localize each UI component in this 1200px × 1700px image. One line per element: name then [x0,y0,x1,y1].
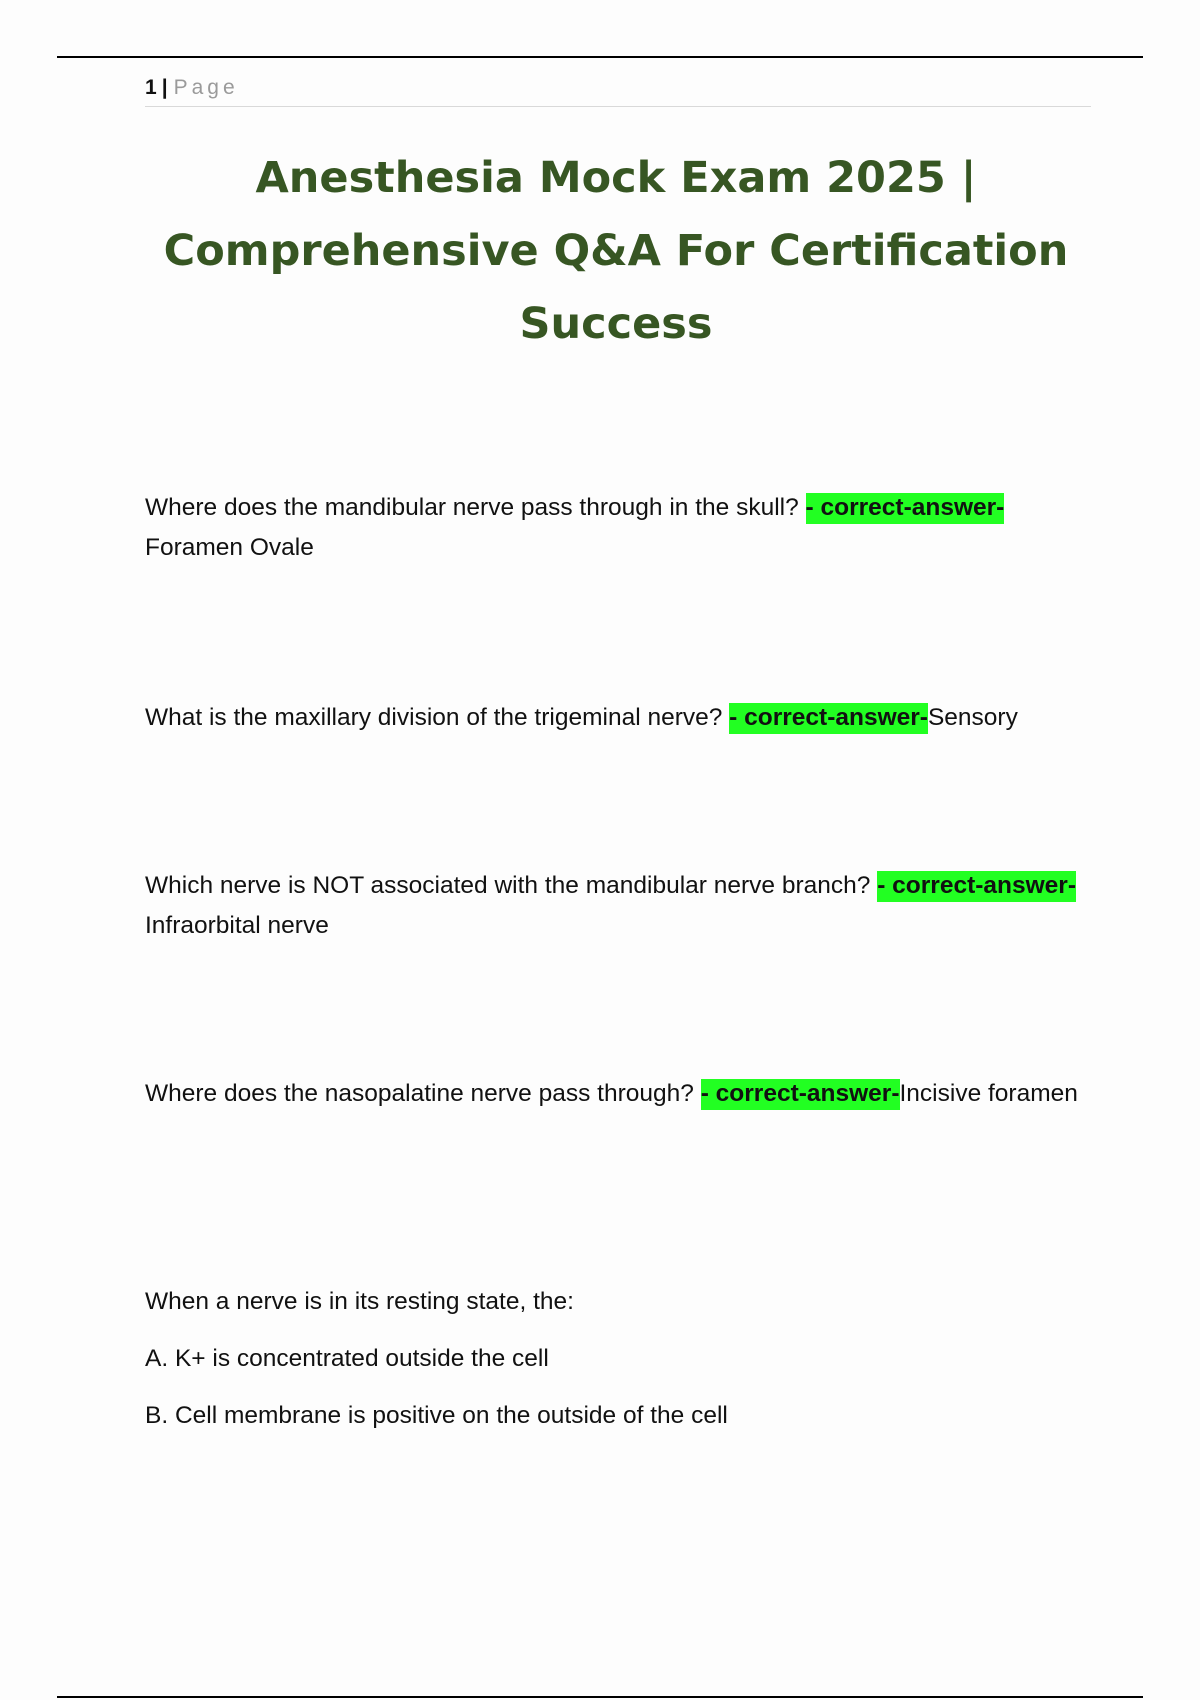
bottom-border-rule [57,1696,1143,1698]
correct-answer-marker: - correct-answer- [877,871,1076,902]
answer-text: Incisive foramen [899,1080,1078,1107]
answer-text: Sensory [927,704,1018,731]
question-item [145,866,1091,946]
correct-answer-marker: - correct-answer- [701,1079,900,1110]
question-item [145,1074,1091,1114]
correct-answer-marker: - correct-answer- [806,493,1005,524]
mc-choice-a: A. K+ is concentrated outside the cell [145,1345,549,1372]
page-label: Page [173,76,239,99]
question-text: Where does the nasopalatine nerve pass through? [145,1080,701,1107]
answer-text: Foramen Ovale [145,534,314,561]
correct-answer-marker: - correct-answer- [729,703,928,734]
question-text: What is the maxillary division of the trigeminal nerve? [145,704,730,731]
page-number: 1 [145,76,157,99]
question-text: Where does the mandibular nerve pass through in the skull? [145,494,806,521]
question-text: Which nerve is NOT associated with the mandibular nerve branch? [145,872,878,899]
page-separator: | [161,76,168,99]
question-item [145,698,1091,738]
document-title: Anesthesia Mock Exam 2025 | Comprehensive Q&A For Certification Success [163,153,1069,349]
mc-choice-b: B. Cell membrane is positive on the outside of the cell [145,1402,728,1429]
page-header [145,74,1091,107]
question-item [145,488,1091,568]
mc-question-stem: When a nerve is in its resting state, the: [145,1288,574,1315]
top-border-rule [57,56,1143,58]
answer-text: Infraorbital nerve [145,912,329,939]
